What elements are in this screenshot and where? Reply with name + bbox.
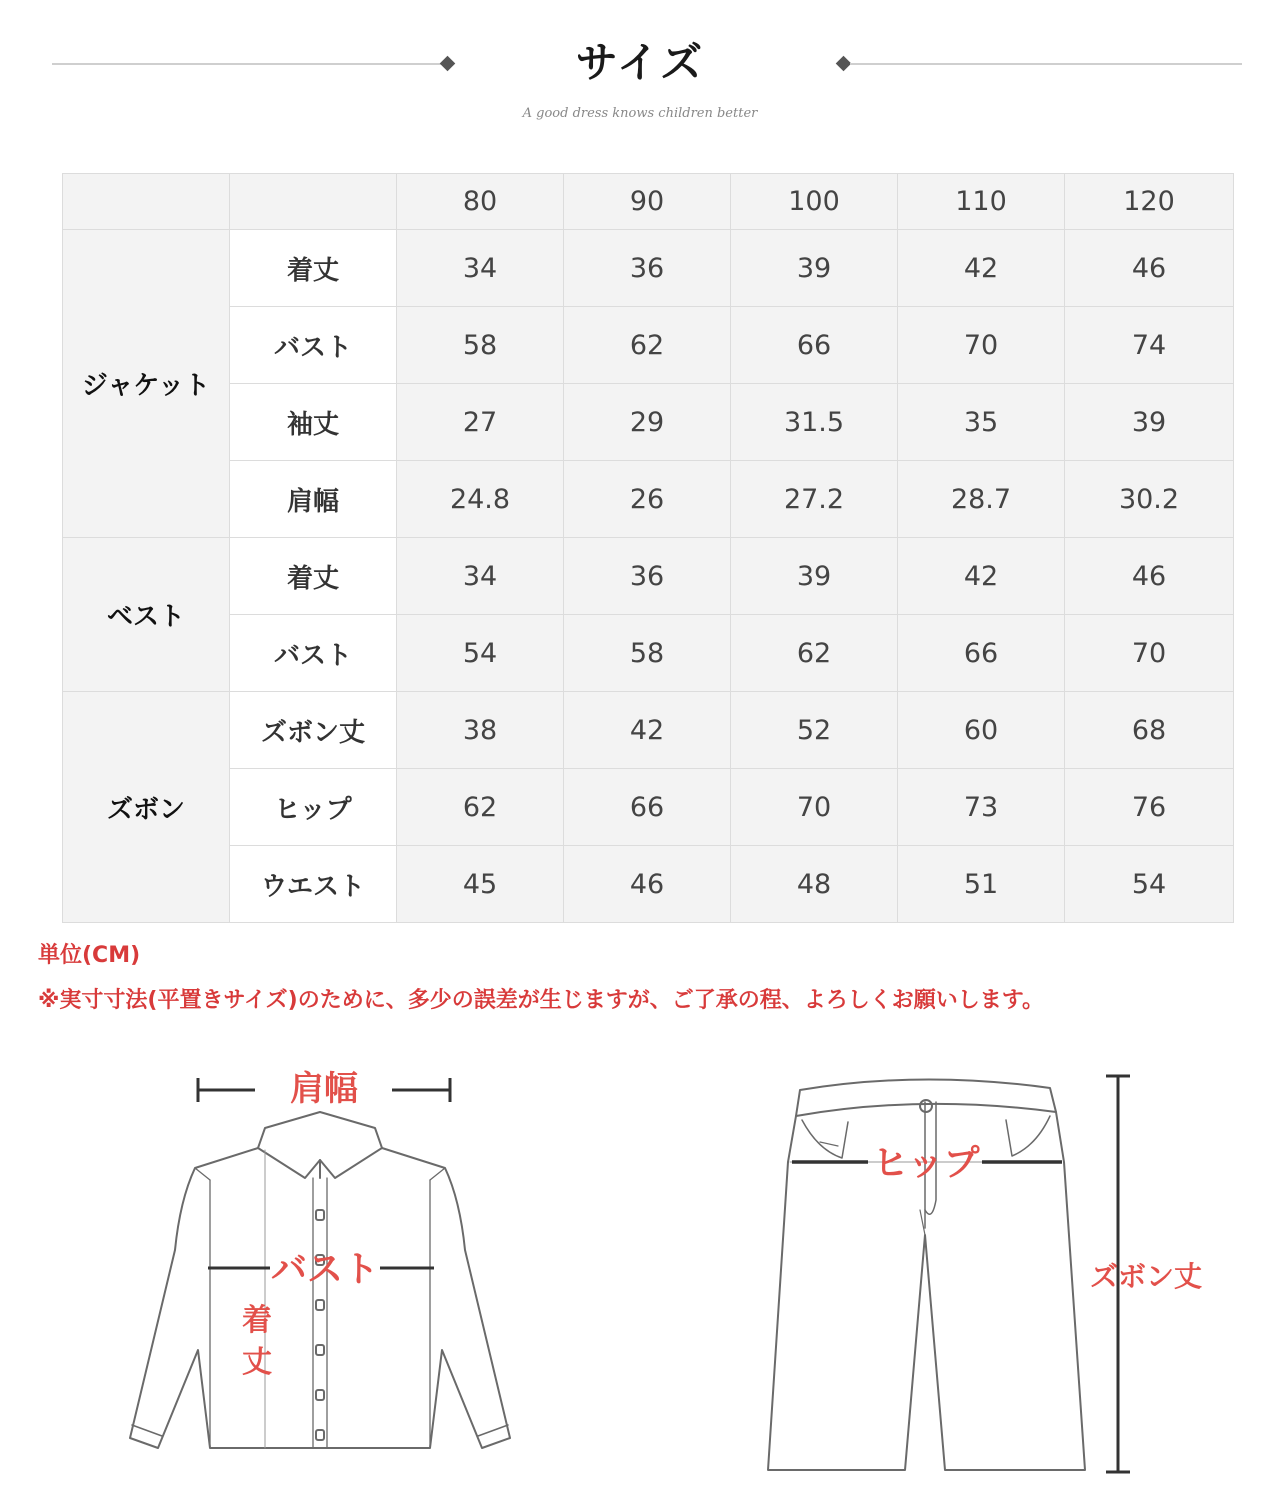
length-label-1: 着 <box>242 1303 272 1338</box>
measure-label: 着丈 <box>230 230 397 307</box>
measure-value: 45 <box>397 846 564 923</box>
measure-value: 27.2 <box>731 461 898 538</box>
measure-value: 38 <box>397 692 564 769</box>
hip-label: ヒップ <box>872 1143 980 1184</box>
table-row <box>63 846 1234 923</box>
measure-value: 68 <box>1065 692 1234 769</box>
measure-value: 34 <box>397 230 564 307</box>
measure-value: 31.5 <box>731 384 898 461</box>
measure-value: 66 <box>898 615 1065 692</box>
category-pants: ズボン <box>63 692 230 923</box>
measure-value: 46 <box>1065 230 1234 307</box>
category-vest: ベスト <box>63 538 230 692</box>
table-row <box>63 615 1234 692</box>
measure-value: 29 <box>564 384 731 461</box>
measure-value: 54 <box>397 615 564 692</box>
measure-label: ヒップ <box>230 769 397 846</box>
unit-note: 単位(CM) <box>38 943 141 968</box>
measure-value: 36 <box>564 538 731 615</box>
measure-value: 58 <box>397 307 564 384</box>
measure-value: 24.8 <box>397 461 564 538</box>
measure-label: ウエスト <box>230 846 397 923</box>
table-header-row <box>63 174 1234 230</box>
category-jacket: ジャケット <box>63 230 230 538</box>
size-header: 90 <box>564 174 731 230</box>
disclaimer-note: ※実寸寸法(平置きサイズ)のために、多少の誤差が生じますが、ご了承の程、よろしくお願いします。 <box>38 988 1044 1013</box>
measure-value: 58 <box>564 615 731 692</box>
table-row <box>63 692 1234 769</box>
table-row <box>63 538 1234 615</box>
measure-label: バスト <box>230 307 397 384</box>
measure-value: 70 <box>898 307 1065 384</box>
measure-value: 28.7 <box>898 461 1065 538</box>
measure-value: 34 <box>397 538 564 615</box>
measure-value: 42 <box>564 692 731 769</box>
measure-value: 42 <box>898 538 1065 615</box>
measure-value: 39 <box>731 230 898 307</box>
measure-value: 39 <box>1065 384 1234 461</box>
measure-value: 66 <box>564 769 731 846</box>
size-header: 100 <box>731 174 898 230</box>
page-title: サイズ <box>575 38 705 87</box>
corner-cell <box>230 174 397 230</box>
measure-value: 36 <box>564 230 731 307</box>
jacket-diagram <box>70 1050 570 1490</box>
measure-label: ズボン丈 <box>230 692 397 769</box>
measure-value: 54 <box>1065 846 1234 923</box>
measure-label: 肩幅 <box>230 461 397 538</box>
measure-value: 46 <box>1065 538 1234 615</box>
measure-value: 35 <box>898 384 1065 461</box>
size-header: 110 <box>898 174 1065 230</box>
size-table <box>62 173 1234 923</box>
measure-value: 27 <box>397 384 564 461</box>
table-row <box>63 230 1234 307</box>
measure-value: 30.2 <box>1065 461 1234 538</box>
measure-label: 袖丈 <box>230 384 397 461</box>
measure-value: 48 <box>731 846 898 923</box>
measure-value: 62 <box>397 769 564 846</box>
table-row <box>63 461 1234 538</box>
table-row <box>63 769 1234 846</box>
measure-value: 74 <box>1065 307 1234 384</box>
pants-diagram <box>760 1050 1230 1490</box>
measure-value: 70 <box>731 769 898 846</box>
measure-value: 66 <box>731 307 898 384</box>
pants-length-label: ズボン丈 <box>1089 1260 1203 1293</box>
corner-cell <box>63 174 230 230</box>
measure-value: 51 <box>898 846 1065 923</box>
pants-outline-icon <box>768 1079 1085 1470</box>
size-header: 120 <box>1065 174 1234 230</box>
measure-value: 76 <box>1065 769 1234 846</box>
size-header: 80 <box>397 174 564 230</box>
measure-value: 42 <box>898 230 1065 307</box>
measure-value: 70 <box>1065 615 1234 692</box>
measure-value: 60 <box>898 692 1065 769</box>
measure-value: 39 <box>731 538 898 615</box>
shoulder-label: 肩幅 <box>290 1069 358 1109</box>
bust-label: バスト <box>270 1249 380 1290</box>
measure-label: 着丈 <box>230 538 397 615</box>
measure-value: 73 <box>898 769 1065 846</box>
measure-value: 62 <box>564 307 731 384</box>
measure-value: 52 <box>731 692 898 769</box>
header-divider-right <box>850 63 1242 65</box>
measure-value: 62 <box>731 615 898 692</box>
table-row <box>63 384 1234 461</box>
measure-value: 46 <box>564 846 731 923</box>
length-label-2: 丈 <box>242 1345 272 1380</box>
measure-label: バスト <box>230 615 397 692</box>
table-row <box>63 307 1234 384</box>
page-subtitle: A good dress knows children better <box>522 106 758 121</box>
measure-value: 26 <box>564 461 731 538</box>
